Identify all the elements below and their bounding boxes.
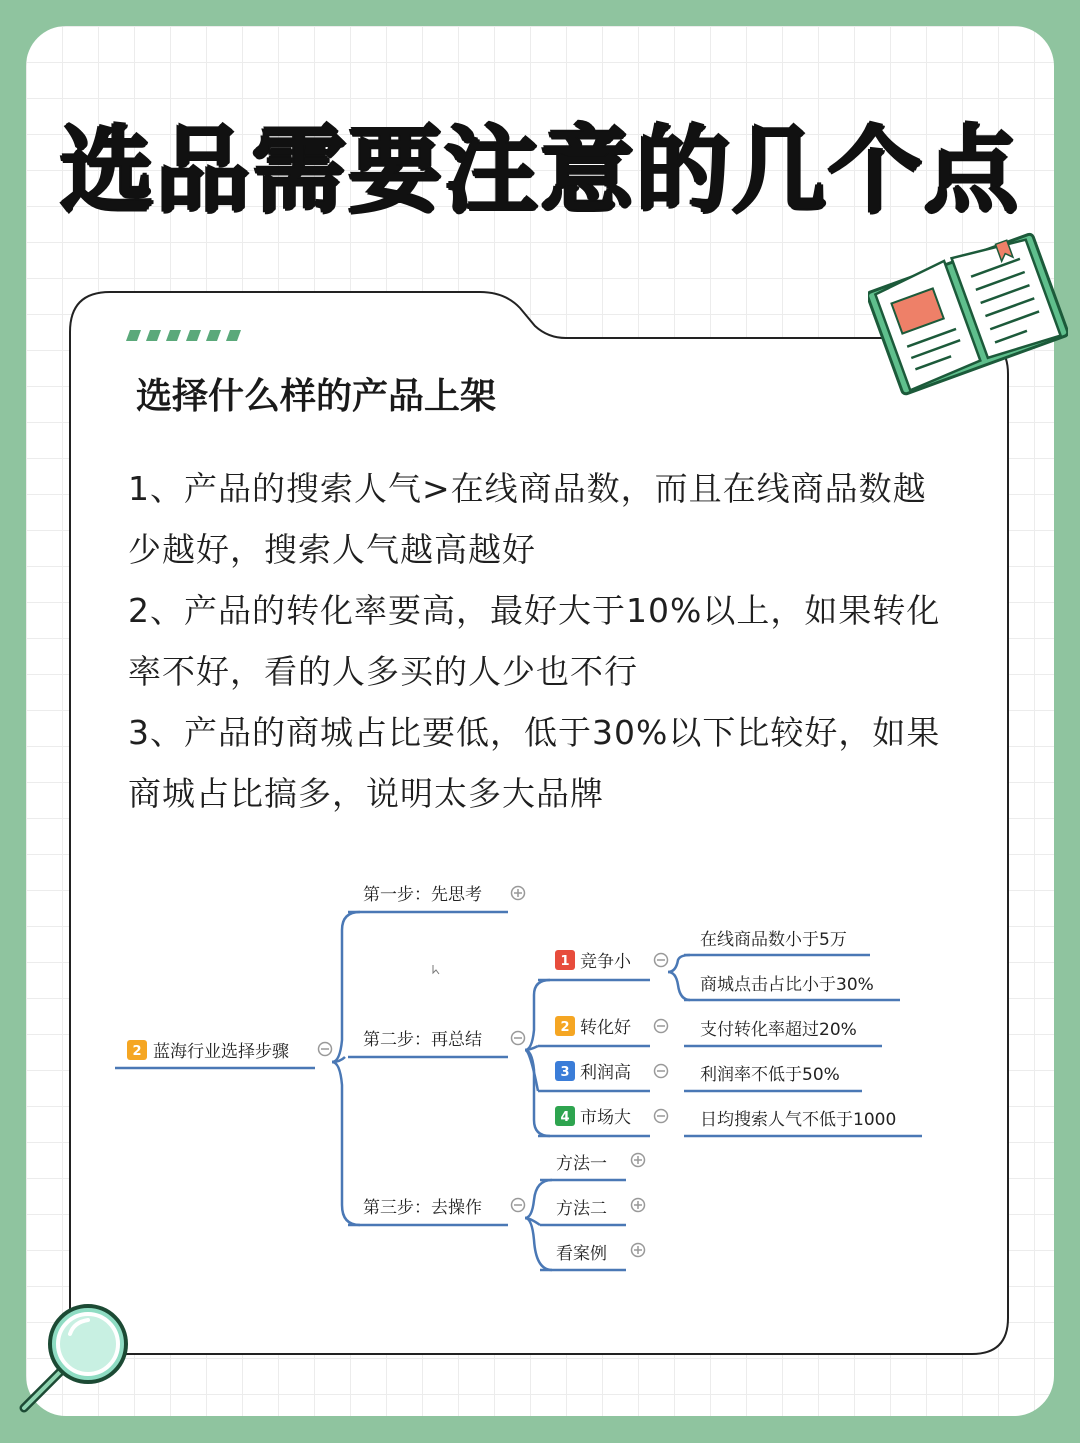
root-badge bbox=[127, 1040, 147, 1060]
mindmap-detail-1[interactable]: 在线商品数小于5万 bbox=[700, 930, 847, 950]
method1-expand-toggle[interactable] bbox=[632, 1154, 645, 1167]
mindmap-connectors bbox=[115, 912, 922, 1270]
step2-collapse-toggle[interactable] bbox=[512, 1032, 525, 1045]
step3-collapse-toggle[interactable] bbox=[512, 1199, 525, 1212]
step1-expand-toggle[interactable] bbox=[512, 887, 525, 900]
mindmap-method-2[interactable]: 方法二 bbox=[556, 1199, 607, 1219]
svg-text:4: 4 bbox=[560, 1110, 570, 1125]
mindmap-step3-label[interactable]: 第三步：去操作 bbox=[363, 1198, 482, 1218]
cursor-icon bbox=[433, 965, 439, 974]
method3-expand-toggle[interactable] bbox=[632, 1244, 645, 1257]
mindmap-criterion-2[interactable]: 转化好 bbox=[580, 1018, 631, 1038]
mindmap-criterion-3[interactable]: 利润高 bbox=[580, 1063, 631, 1083]
criterion3-collapse-toggle[interactable] bbox=[655, 1065, 668, 1078]
method2-expand-toggle[interactable] bbox=[632, 1199, 645, 1212]
svg-text:2: 2 bbox=[560, 1020, 570, 1035]
paragraph-2: 2、产品的转化率要高，最好大于10%以上，如果转化率不好，看的人多买的人少也不行 bbox=[128, 591, 941, 691]
mindmap-step2-label[interactable]: 第二步：再总结 bbox=[363, 1030, 482, 1050]
mindmap-detail-2[interactable]: 商城点击占比小于30% bbox=[700, 975, 874, 995]
mindmap-method-3[interactable]: 看案例 bbox=[556, 1244, 607, 1264]
mindmap-root-label[interactable]: 蓝海行业选择步骤 bbox=[153, 1042, 289, 1062]
svg-text:3: 3 bbox=[560, 1065, 570, 1080]
criterion-badge-2 bbox=[555, 1016, 575, 1036]
svg-text:1: 1 bbox=[560, 954, 570, 969]
paragraph-3: 3、产品的商城占比要低，低于30%以下比较好，如果商城占比搞多，说明太多大品牌 bbox=[128, 713, 941, 813]
paragraph-1: 1、产品的搜索人气>在线商品数，而且在线商品数越少越好，搜索人气越高越好 bbox=[128, 469, 927, 569]
svg-text:2: 2 bbox=[132, 1044, 142, 1059]
criterion4-collapse-toggle[interactable] bbox=[655, 1110, 668, 1123]
mindmap-detail-3[interactable]: 支付转化率超过20% bbox=[700, 1020, 857, 1040]
mindmap-step1-label[interactable]: 第一步：先思考 bbox=[363, 885, 482, 905]
root-collapse-toggle[interactable] bbox=[319, 1043, 332, 1056]
criterion1-collapse-toggle[interactable] bbox=[655, 954, 668, 967]
criterion2-collapse-toggle[interactable] bbox=[655, 1020, 668, 1033]
section-subtitle: 选择什么样的产品上架 bbox=[136, 376, 497, 417]
main-title: 选品需要注意的几个点 bbox=[59, 117, 1020, 226]
mindmap-detail-5[interactable]: 日均搜索人气不低于1000 bbox=[700, 1110, 897, 1130]
criterion-badge-3 bbox=[555, 1061, 575, 1081]
mindmap-criterion-4[interactable]: 市场大 bbox=[580, 1108, 631, 1128]
criterion-badge-1 bbox=[555, 950, 575, 970]
mindmap-detail-4[interactable]: 利润率不低于50% bbox=[700, 1065, 840, 1085]
mindmap-criterion-1[interactable]: 竞争小 bbox=[580, 952, 631, 972]
criterion-badge-4 bbox=[555, 1106, 575, 1126]
mindmap-method-1[interactable]: 方法一 bbox=[556, 1154, 607, 1174]
